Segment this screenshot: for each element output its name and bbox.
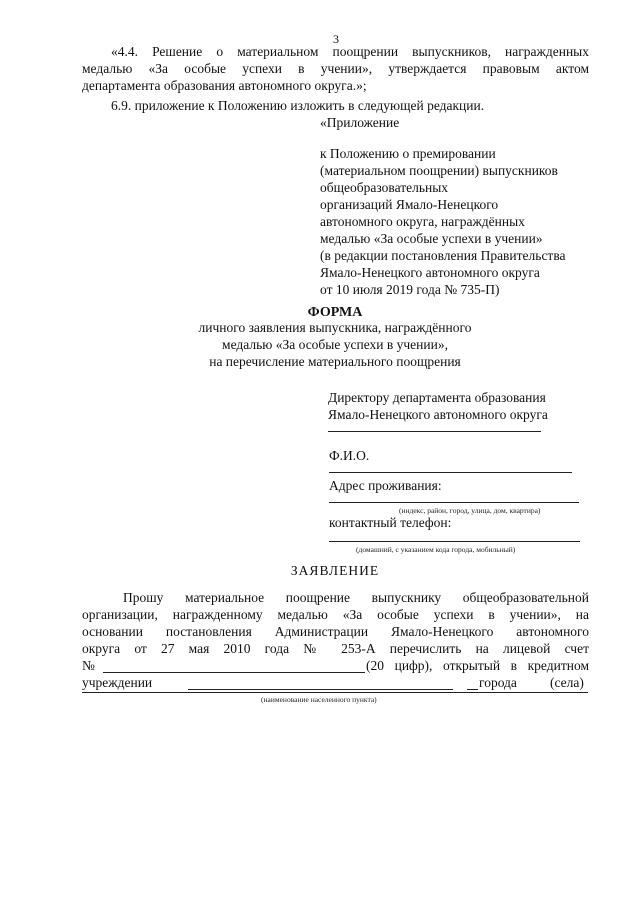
appendix-line: к Положению о премировании — [320, 146, 496, 161]
fio-underline — [329, 472, 572, 473]
institution-underline — [188, 689, 453, 690]
addressee-line-2: Ямало-Ненецкого автономного округа — [328, 407, 548, 422]
village-label: (села) — [550, 675, 584, 690]
appendix-line: от 10 июля 2019 года № 735-П) — [320, 282, 500, 297]
address-hint: (индекс, район, город, улица, дом, квартира) — [399, 506, 541, 515]
addressee-line-1: Директору департамента образования — [328, 390, 546, 405]
appendix-line: общеобразовательных — [320, 180, 449, 195]
account-number-underline — [103, 672, 365, 673]
fio-label: Ф.И.О. — [329, 448, 370, 463]
place-underline — [82, 692, 588, 693]
statement-title: ЗАЯВЛЕНИЕ — [290, 563, 380, 578]
statement-line-2: организации, награжденному медалью «За особые успехи в учении», на — [82, 607, 589, 622]
appendix-line: медалью «За особые успехи в учении» — [320, 231, 543, 246]
city-label: города — [479, 675, 517, 690]
appendix-line: автономного округа, награждённых — [320, 214, 525, 229]
phone-underline — [329, 541, 580, 542]
account-digits-text: (20 цифр), открытый в кредитном — [366, 658, 589, 673]
form-subtitle-1: личного заявления выпускника, награждённого — [198, 320, 472, 335]
form-subtitle-2: медалью «За особые успехи в учении», — [222, 337, 448, 352]
para-6-9: 6.9. приложение к Положению изложить в следующей редакции. — [111, 98, 485, 113]
addressee-underline — [328, 431, 541, 432]
appendix-line: Ямало-Ненецкого автономного округа — [320, 265, 540, 280]
address-label: Адрес проживания: — [329, 478, 442, 493]
statement-line-1: Прошу материальное поощрение выпускнику общеобразовательной — [123, 590, 589, 605]
statement-line-3: основании постановления Администрации Ямало-Ненецкого автономного — [82, 624, 589, 639]
phone-label: контактный телефон: — [329, 515, 452, 530]
appendix-line: (материальном поощрении) выпускников — [320, 163, 558, 178]
para-4-4-line-2: медалью «За особые успехи в учении», утверждается правовым актом — [82, 61, 589, 76]
form-subtitle-3: на перечисление материального поощрения — [209, 354, 461, 369]
account-number-sign: № — [82, 658, 95, 673]
appendix-line: (в редакции постановления Правительства — [320, 248, 566, 263]
address-underline — [329, 502, 579, 503]
para-4-4-line-3: департамента образования автономного округа.»; — [82, 78, 367, 93]
page-number: 3 — [333, 32, 339, 46]
statement-line-4: округа от 27 мая 2010 года № 253-А перечислить на лицевой счет — [82, 641, 589, 656]
appendix-line: организаций Ямало-Ненецкого — [320, 197, 499, 212]
city-underline — [467, 689, 478, 690]
para-4-4-line-1: «4.4. Решение о материальном поощрении выпускников, награжденных — [111, 44, 589, 59]
phone-hint: (домашний, с указанием кода города, мобильный) — [356, 545, 516, 554]
place-hint: (наименование населенного пункта) — [261, 695, 377, 704]
appendix-title: «Приложение — [320, 115, 400, 130]
institution-label: учреждении — [82, 675, 153, 690]
form-heading: ФОРМА — [307, 305, 363, 320]
